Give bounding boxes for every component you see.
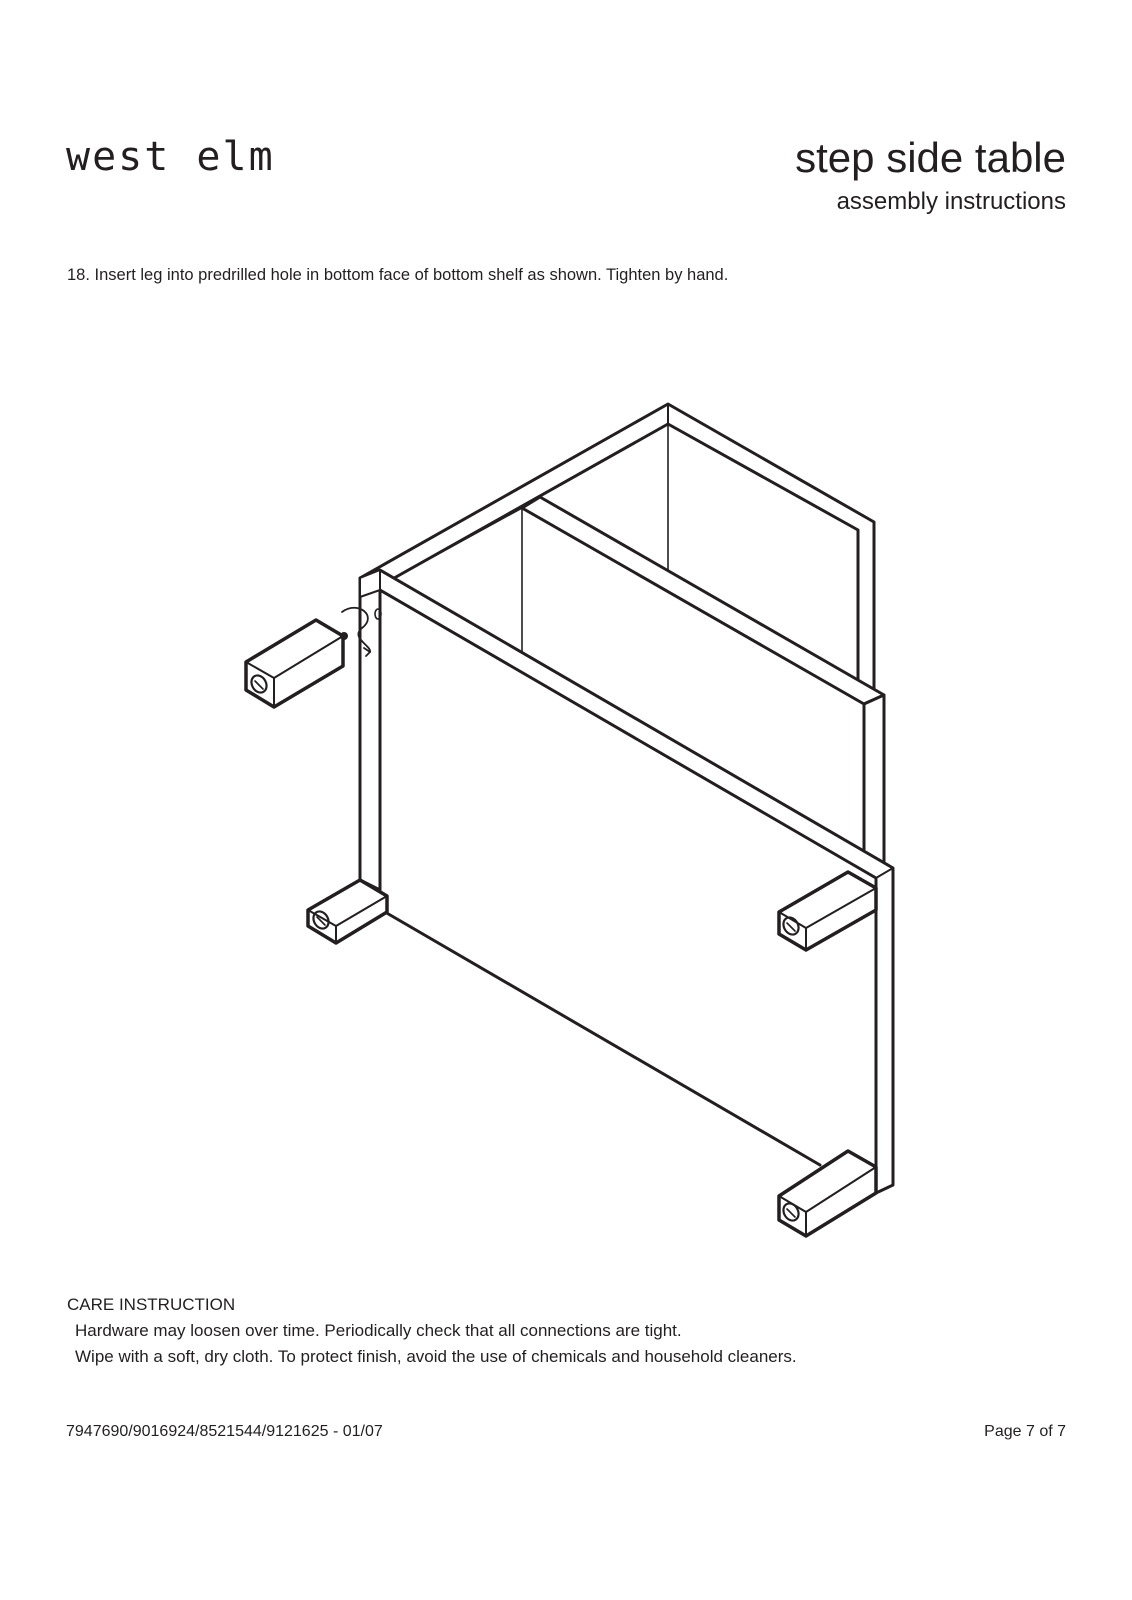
care-line-cleaning: Wipe with a soft, dry cloth. To protect finish, avoid the use of chemicals and household cleaners.	[75, 1347, 797, 1366]
brand-logo: west elm	[66, 134, 275, 180]
leg-back-right	[779, 872, 876, 950]
leg-front-right	[779, 1151, 876, 1236]
table-body	[360, 404, 893, 1193]
step-instruction: 18. Insert leg into predrilled hole in bottom face of bottom shelf as shown. Tighten by hand.	[67, 266, 729, 284]
product-code: 7947690/9016924/8521544/9121625 - 01/07	[66, 1423, 383, 1440]
leg-front-left	[308, 880, 387, 943]
care-line-hardware: Hardware may loosen over time. Periodically check that all connections are tight.	[75, 1321, 682, 1340]
care-heading: CARE INSTRUCTION	[67, 1295, 236, 1314]
page-title: step side table	[795, 134, 1066, 181]
page-number: Page 7 of 7	[984, 1423, 1066, 1440]
assembly-illustration	[200, 395, 920, 1255]
page-subtitle: assembly instructions	[836, 188, 1066, 215]
